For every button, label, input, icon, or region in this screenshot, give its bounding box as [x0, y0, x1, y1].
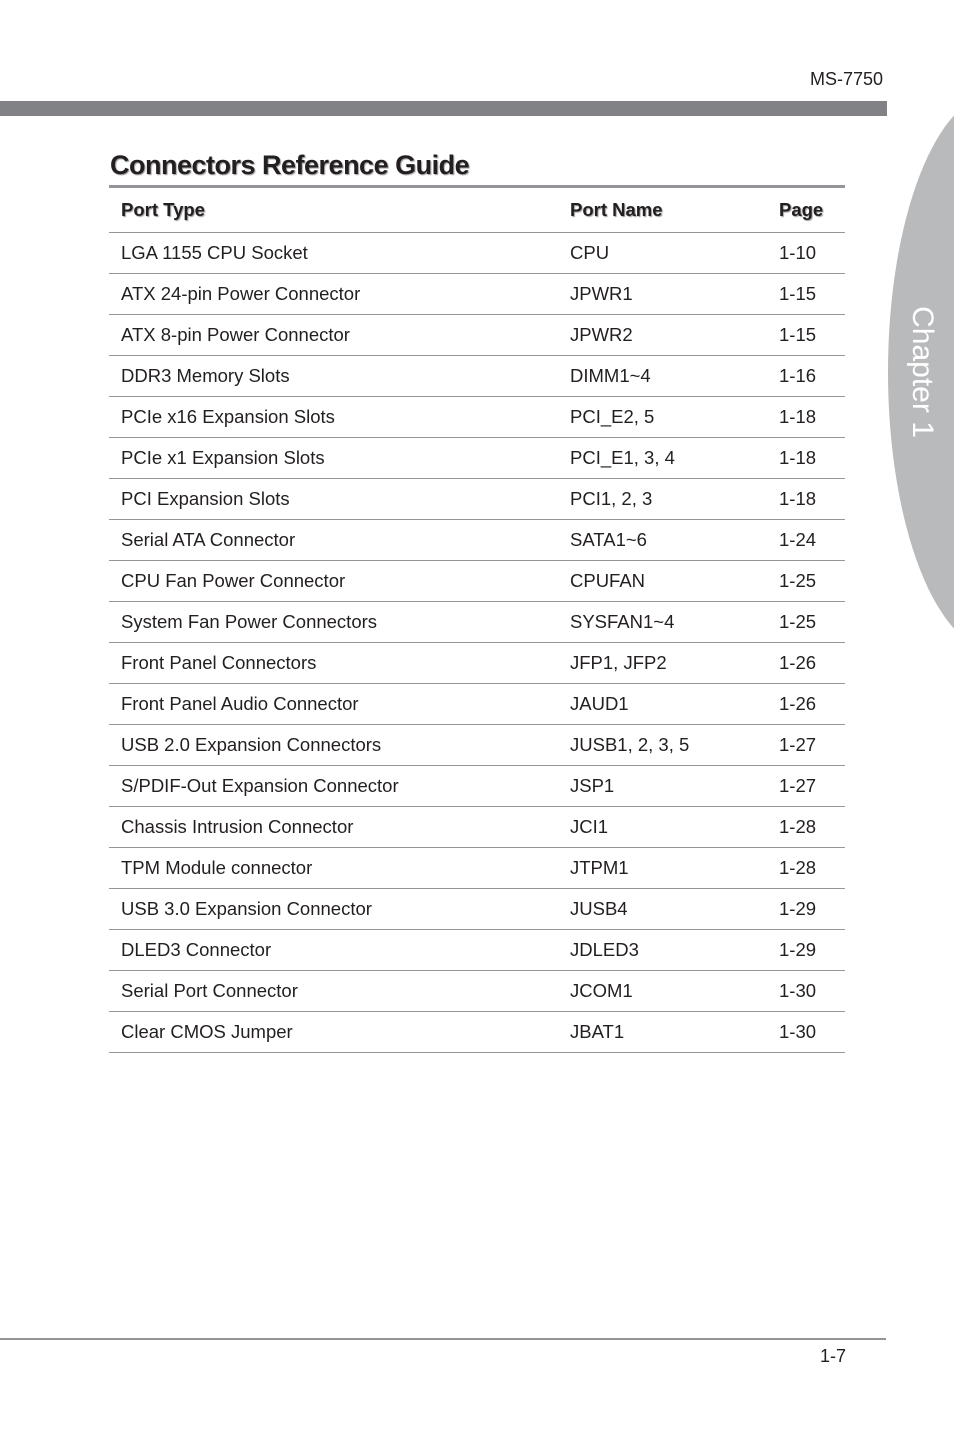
- table-row: [109, 397, 845, 438]
- table-row: [109, 602, 845, 643]
- table-body: [109, 233, 845, 1053]
- cell-port-type: DDR3 Memory Slots: [121, 365, 290, 386]
- cell-port-name: JAUD1: [570, 693, 629, 714]
- cell-port-name: JDLED3: [570, 939, 639, 960]
- cell-port-type: DLED3 Connector: [121, 939, 272, 960]
- cell-page: 1-29: [779, 898, 817, 919]
- cell-port-name: JPWR2: [570, 324, 633, 345]
- column-header-page: Page: [779, 199, 824, 220]
- cell-page: 1-30: [779, 1021, 817, 1042]
- cell-port-name: JPWR1: [570, 283, 633, 304]
- table-row: [109, 684, 845, 725]
- cell-port-type: CPU Fan Power Connector: [121, 570, 346, 591]
- footer-rule: [0, 1338, 886, 1340]
- cell-port-name: PCI1, 2, 3: [570, 488, 653, 509]
- cell-port-type: PCIe x1 Expansion Slots: [121, 447, 325, 468]
- column-header-port-name: Port Name: [570, 199, 663, 220]
- table-row: [109, 971, 845, 1012]
- table-row: [109, 274, 845, 315]
- cell-port-type: Front Panel Connectors: [121, 652, 317, 673]
- table-row: [109, 930, 845, 971]
- chapter-tab-label: Chapter 1: [906, 306, 939, 438]
- cell-port-type: Serial ATA Connector: [121, 529, 296, 550]
- cell-port-name: JUSB1, 2, 3, 5: [570, 734, 690, 755]
- cell-page: 1-26: [779, 693, 817, 714]
- cell-page: 1-10: [779, 242, 817, 263]
- header-bar: [0, 101, 887, 116]
- cell-port-name: SYSFAN1~4: [570, 611, 675, 632]
- cell-page: 1-26: [779, 652, 817, 673]
- table-row: [109, 315, 845, 356]
- cell-port-name: DIMM1~4: [570, 365, 651, 386]
- cell-port-type: USB 2.0 Expansion Connectors: [121, 734, 382, 755]
- cell-page: 1-15: [779, 324, 817, 345]
- cell-port-type: S/PDIF-Out Expansion Connector: [121, 775, 399, 796]
- table-row: [109, 520, 845, 561]
- column-header-port-type: Port Type: [121, 199, 205, 220]
- cell-port-name: JFP1, JFP2: [570, 652, 667, 673]
- cell-page: 1-16: [779, 365, 817, 386]
- page-title: Connectors Reference Guide: [110, 150, 470, 180]
- table-row: [109, 643, 845, 684]
- cell-port-type: TPM Module connector: [121, 857, 313, 878]
- page-number: 1-7: [819, 1346, 846, 1366]
- cell-port-type: USB 3.0 Expansion Connector: [121, 898, 372, 919]
- model-number: MS-7750: [809, 69, 883, 89]
- table-header-row: [109, 187, 845, 233]
- cell-port-name: CPU: [570, 242, 610, 263]
- table-row: [109, 889, 845, 930]
- cell-port-type: Front Panel Audio Connector: [121, 693, 359, 714]
- cell-page: 1-18: [779, 406, 817, 427]
- cell-page: 1-25: [779, 611, 817, 632]
- cell-port-type: Serial Port Connector: [121, 980, 298, 1001]
- cell-port-name: JBAT1: [570, 1021, 625, 1042]
- table-row: [109, 233, 845, 274]
- cell-port-type: ATX 8-pin Power Connector: [121, 324, 350, 345]
- table-row: [109, 848, 845, 889]
- cell-port-type: PCI Expansion Slots: [121, 488, 290, 509]
- cell-page: 1-29: [779, 939, 817, 960]
- cell-port-type: LGA 1155 CPU Socket: [121, 242, 308, 263]
- cell-page: 1-25: [779, 570, 817, 591]
- cell-page: 1-30: [779, 980, 817, 1001]
- table-row: [109, 807, 845, 848]
- cell-port-name: PCI_E2, 5: [570, 406, 655, 427]
- table-row: [109, 725, 845, 766]
- table-row: [109, 561, 845, 602]
- table-row: [109, 1012, 845, 1053]
- table-row: [109, 479, 845, 520]
- cell-port-type: Chassis Intrusion Connector: [121, 816, 354, 837]
- cell-port-type: System Fan Power Connectors: [121, 611, 378, 632]
- cell-port-name: PCI_E1, 3, 4: [570, 447, 675, 468]
- cell-port-name: JTPM1: [570, 857, 629, 878]
- cell-page: 1-27: [779, 734, 817, 755]
- table-row: [109, 766, 845, 807]
- cell-port-type: ATX 24-pin Power Connector: [121, 283, 361, 304]
- cell-port-name: JUSB4: [570, 898, 628, 919]
- cell-port-name: CPUFAN: [570, 570, 646, 591]
- cell-port-name: JCOM1: [570, 980, 633, 1001]
- table-row: [109, 438, 845, 479]
- connectors-table: [109, 185, 845, 1053]
- cell-page: 1-24: [779, 529, 817, 550]
- cell-port-name: JCI1: [570, 816, 609, 837]
- cell-port-type: Clear CMOS Jumper: [121, 1021, 293, 1042]
- cell-page: 1-15: [779, 283, 817, 304]
- cell-page: 1-18: [779, 447, 817, 468]
- cell-page: 1-28: [779, 816, 817, 837]
- cell-port-name: JSP1: [570, 775, 615, 796]
- cell-port-name: SATA1~6: [570, 529, 647, 550]
- table-row: [109, 356, 845, 397]
- cell-page: 1-27: [779, 775, 817, 796]
- cell-page: 1-28: [779, 857, 817, 878]
- cell-page: 1-18: [779, 488, 817, 509]
- cell-port-type: PCIe x16 Expansion Slots: [121, 406, 335, 427]
